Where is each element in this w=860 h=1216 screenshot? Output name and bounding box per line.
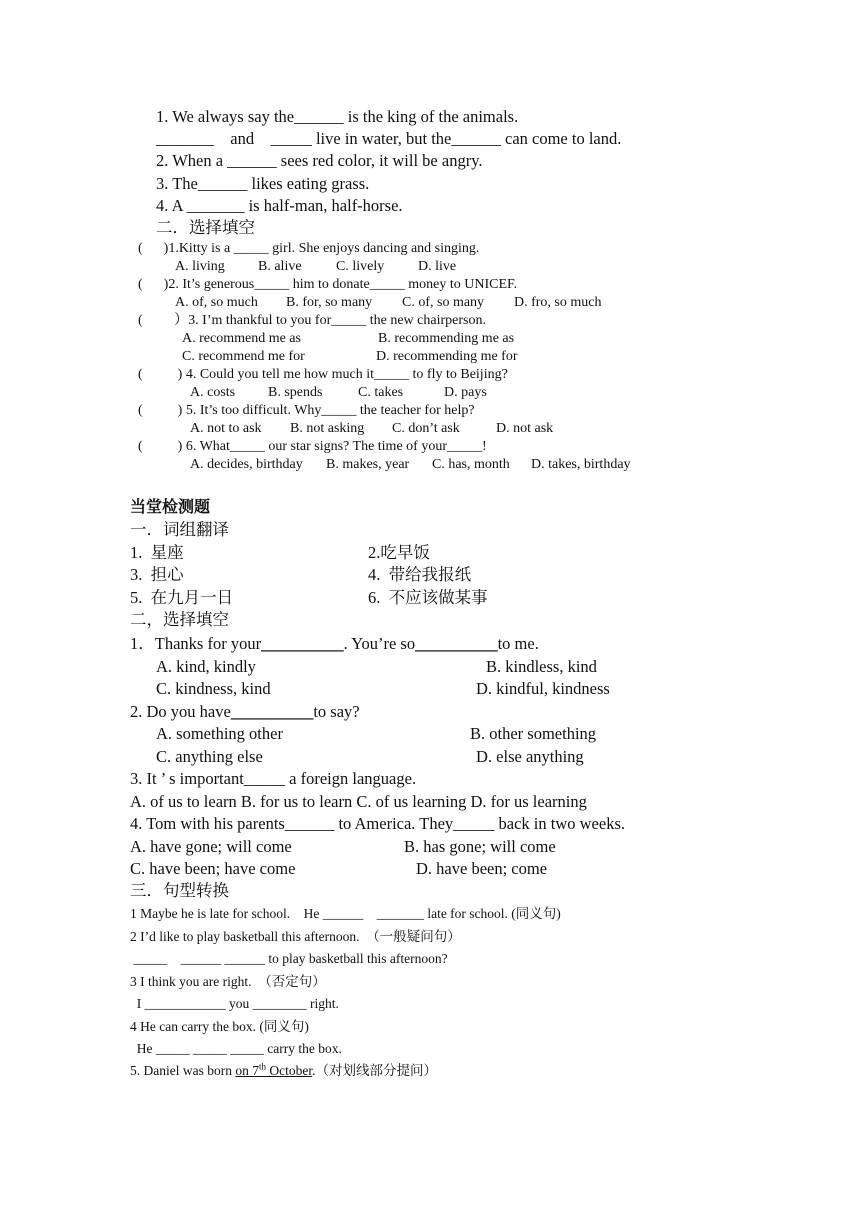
choice-option: A. have gone; will come <box>130 837 292 856</box>
phrase-item: 5. 在九月一日 <box>130 588 234 607</box>
transform-line: _____ ______ ______ to play basketball this afternoon? <box>130 951 448 966</box>
section-heading-translate: 一．词组翻译 <box>130 520 229 539</box>
choice-option: B. has gone; will come <box>404 837 556 856</box>
choice-option: C. have been; have come <box>130 859 296 878</box>
mcq-option: C. takes <box>358 385 404 400</box>
mcq-option: D. recommending me for <box>376 349 518 364</box>
phrase-item: 2.吃早饭 <box>368 543 430 562</box>
mcq-question-5: ( ) 5. It’s too difficult. Why_____ the teacher for help? <box>138 403 475 418</box>
mcq-option: A. of, so much <box>175 295 258 310</box>
mcq-option: B. spends <box>268 385 323 400</box>
section-title: 当堂检测题 <box>130 499 211 516</box>
mcq-option: C. lively <box>336 259 385 274</box>
mcq-option: D. fro, so much <box>514 295 602 310</box>
mcq-option: C. don’t ask <box>392 421 460 436</box>
phrase-item: 1. 星座 <box>130 543 184 562</box>
mcq-question-2: ( )2. It’s generous_____ him to donate_____ money to UNICEF. <box>138 277 518 292</box>
transform-line: I ____________ you ________ right. <box>130 996 339 1011</box>
choice-options-3: A. of us to learn B. for us to learn C. of us learning D. for us learning <box>130 792 587 811</box>
mcq-option: C. recommend me for <box>182 349 305 364</box>
transform-line: 2 I’d like to play basketball this afternoon. （一般疑问句） <box>130 929 461 944</box>
mcq-question-4: ( ) 4. Could you tell me how much it_____ to fly to Beijing? <box>138 367 508 382</box>
fill-line-4: 4. A _______ is half-man, half-horse. <box>156 196 403 215</box>
mcq-option: D. takes, birthday <box>531 457 631 472</box>
mcq-option: B. not asking <box>290 421 365 436</box>
choice-option: A. kind, kindly <box>156 657 256 676</box>
choice-option: B. kindless, kind <box>486 657 597 676</box>
choice-question-4: 4. Tom with his parents______ to America. They_____ back in two weeks. <box>130 814 625 833</box>
transform-line: 1 Maybe he is late for school. He ______ _______ late for school. (同义句) <box>130 906 561 921</box>
choice-option: D. else anything <box>476 747 584 766</box>
mcq-option: B. for, so many <box>286 295 373 310</box>
mcq-option: B. makes, year <box>326 457 410 472</box>
mcq-option: D. live <box>418 259 457 274</box>
phrase-item: 6. 不应该做某事 <box>368 588 488 607</box>
mcq-option: C. has, month <box>432 457 510 472</box>
mcq-question-1: ( )1.Kitty is a _____ girl. She enjoys dancing and singing. <box>138 241 480 256</box>
mcq-option: B. alive <box>258 259 302 274</box>
mcq-option: D. not ask <box>496 421 554 436</box>
mcq-option: B. recommending me as <box>378 331 515 346</box>
mcq-option: A. not to ask <box>190 421 262 436</box>
mcq-option: A. decides, birthday <box>190 457 303 472</box>
fill-line-1b: _______ and _____ live in water, but the______ can come to land. <box>156 129 622 148</box>
mcq-option: C. of, so many <box>402 295 485 310</box>
mcq-question-3: ( ）3. I’m thankful to you for_____ the new chairperson. <box>138 313 486 328</box>
transform-line: He _____ _____ _____ carry the box. <box>130 1041 342 1056</box>
mcq-option: A. living <box>175 259 225 274</box>
fill-line-3: 3. The______ likes eating grass. <box>156 174 370 193</box>
section-heading-choice: 二．选择填空 <box>156 218 255 237</box>
mcq-option: D. pays <box>444 385 487 400</box>
mcq-option: A. costs <box>190 385 236 400</box>
choice-option: C. anything else <box>156 747 263 766</box>
choice-option: A. something other <box>156 724 283 743</box>
transform-line-5: 5. Daniel was born on 7th October.（对划线部分提问） <box>130 1061 437 1078</box>
phrase-item: 3. 担心 <box>130 565 184 584</box>
section-heading-choice-2: 二，选择填空 <box>130 610 229 629</box>
transform-line: 3 I think you are right. （否定句） <box>130 974 326 989</box>
choice-question-2: 2. Do you have__________to say? <box>130 702 360 721</box>
choice-question-1: 1．Thanks for your__________. You’re so__________to me. <box>130 634 539 653</box>
fill-line-1: 1. We always say the______ is the king of the animals. <box>156 107 519 126</box>
choice-option: D. kindful, kindness <box>476 679 610 698</box>
transform-line: 4 He can carry the box. (同义句) <box>130 1019 309 1034</box>
choice-option: D. have been; come <box>416 859 548 878</box>
mcq-question-6: ( ) 6. What_____ our star signs? The time of your_____! <box>138 439 487 454</box>
fill-line-2: 2. When a ______ sees red color, it will be angry. <box>156 151 483 170</box>
choice-question-3: 3. It ’ s important_____ a foreign language. <box>130 769 417 788</box>
phrase-item: 4. 带给我报纸 <box>368 565 472 584</box>
mcq-option: A. recommend me as <box>182 331 301 346</box>
choice-option: C. kindness, kind <box>156 679 271 698</box>
choice-option: B. other something <box>470 724 597 743</box>
section-heading-transform: 三．句型转换 <box>130 881 229 900</box>
